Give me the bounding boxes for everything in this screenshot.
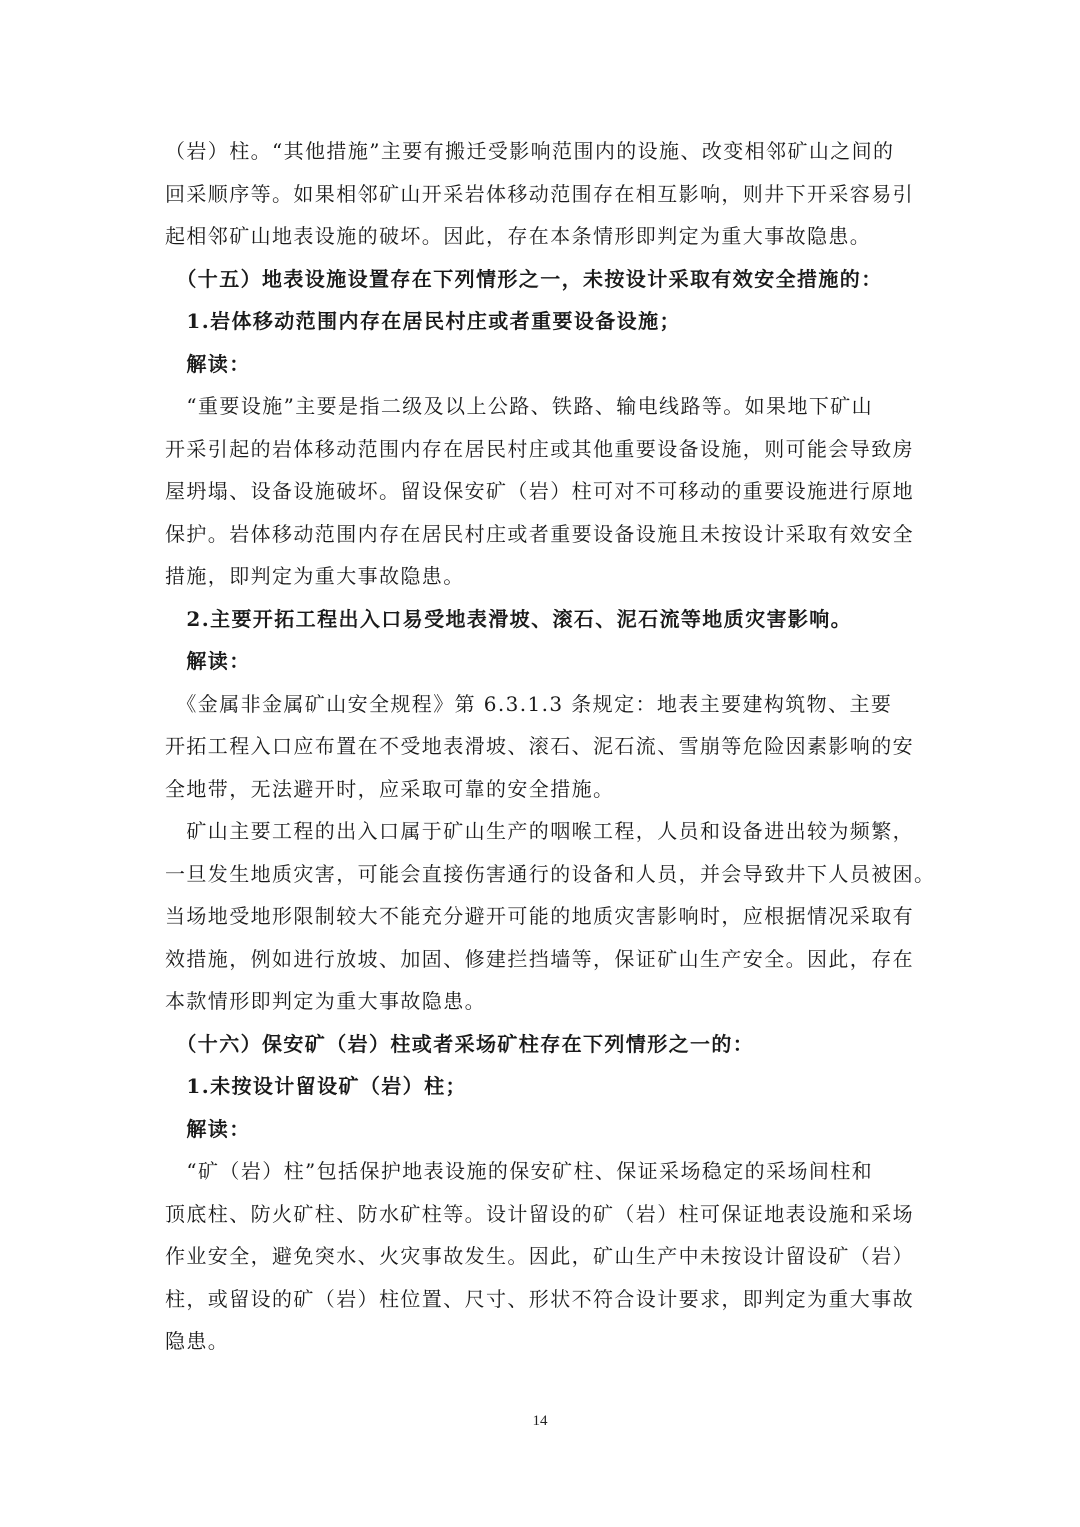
page-number: 14 <box>532 1413 548 1429</box>
heading-line: 1.岩体移动范围内存在居民村庄或者重要设备设施； <box>165 309 681 333</box>
text-line: 矿山主要工程的出入口属于矿山生产的咽喉工程，人员和设备进出较为频繁， <box>165 819 914 843</box>
heading-line: 2.主要开拓工程出入口易受地表滑坡、滚石、泥石流等地质灾害影响。 <box>165 606 853 631</box>
text-line: “矿（岩）柱”包括保护地表设施的保安矿柱、保证采场稳定的采场间柱和 <box>165 1159 874 1183</box>
text-line: 屋坍塌、设备设施破坏。留设保安矿（岩）柱可对不可移动的重要设施进行原地 <box>165 479 914 503</box>
text-line: 起相邻矿山地表设施的破坏。因此，存在本条情形即判定为重大事故隐患。 <box>165 224 872 248</box>
text-line: 本款情形即判定为重大事故隐患。 <box>165 989 486 1013</box>
text-line: 隐患。 <box>165 1329 230 1353</box>
text-line: 回采顺序等。如果相邻矿山开采岩体移动范围存在相互影响，则井下开采容易引 <box>165 181 914 206</box>
text-line: 保护。岩体移动范围内存在居民村庄或者重要设备设施且未按设计采取有效安全 <box>165 521 914 546</box>
heading-line: 解读： <box>165 351 251 376</box>
text-line: （岩）柱。“其他措施”主要有搬迁受影响范围内的设施、改变相邻矿山之间的 <box>165 139 895 163</box>
text-line: 顶底柱、防火矿柱、防水矿柱等。设计留设的矿（岩）柱可保证地表设施和采场 <box>165 1201 914 1226</box>
heading-line: 解读： <box>165 649 251 673</box>
heading-line: 1.未按设计留设矿（岩）柱； <box>165 1074 467 1098</box>
text-line: 开采引起的岩体移动范围内存在居民村庄或其他重要设备设施，则可能会导致房 <box>165 436 914 461</box>
text-line: 当场地受地形限制较大不能充分避开可能的地质灾害影响时，应根据情况采取有 <box>165 904 914 928</box>
text-line: 效措施，例如进行放坡、加固、修建拦挡墙等，保证矿山生产安全。因此，存在 <box>165 946 914 971</box>
text-line: 《金属非金属矿山安全规程》第 6.3.1.3 条规定：地表主要建构筑物、主要 <box>165 691 893 716</box>
text-line: 措施，即判定为重大事故隐患。 <box>165 564 465 588</box>
text-line: 全地带，无法避开时，应采取可靠的安全措施。 <box>165 776 615 801</box>
text-line: 作业安全，避免突水、火灾事故发生。因此，矿山生产中未按设计留设矿（岩） <box>165 1244 914 1268</box>
body-text <box>165 130 936 1363</box>
text-line: 柱，或留设的矿（岩）柱位置、尺寸、形状不符合设计要求，即判定为重大事故 <box>165 1286 914 1311</box>
heading-line: （十五）地表设施设置存在下列情形之一，未按设计采取有效安全措施的： <box>165 266 883 291</box>
heading-line: （十六）保安矿（岩）柱或者采场矿柱存在下列情形之一的： <box>165 1031 755 1056</box>
heading-line: 解读： <box>165 1116 251 1141</box>
text-line: “重要设施”主要是指二级及以上公路、铁路、输电线路等。如果地下矿山 <box>165 394 874 418</box>
text-line: 一旦发生地质灾害，可能会直接伤害通行的设备和人员，并会导致井下人员被困。 <box>165 861 936 886</box>
text-line: 开拓工程入口应布置在不受地表滑坡、滚石、泥石流、雪崩等危险因素影响的安 <box>165 734 914 758</box>
